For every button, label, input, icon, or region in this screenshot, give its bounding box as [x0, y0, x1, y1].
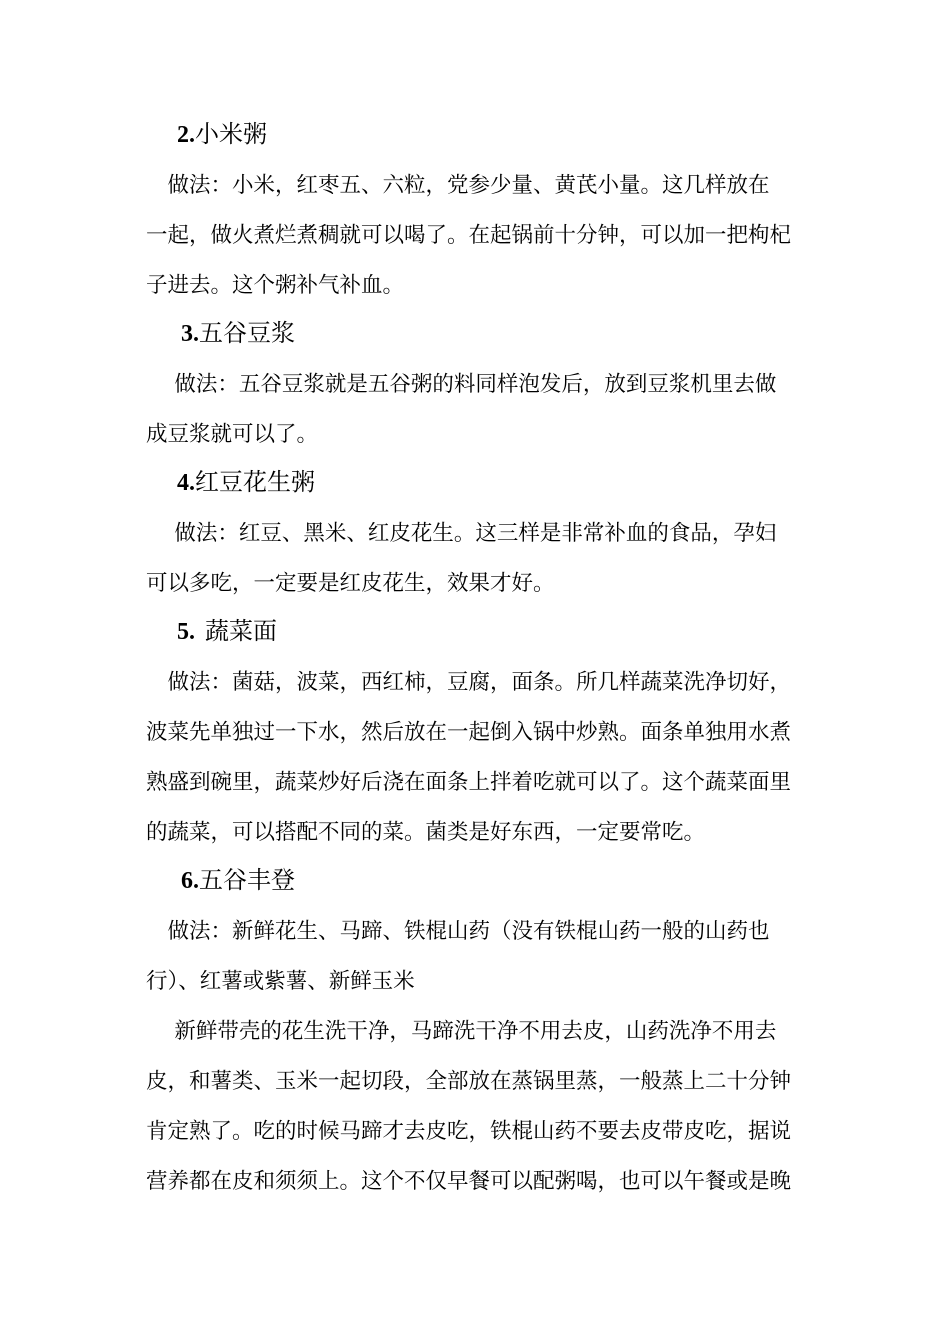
section-heading — [177, 613, 277, 650]
section-paragraph — [146, 1007, 810, 1207]
text-line: 子进去。这个粥补气补血。 — [146, 273, 405, 298]
section-title: 五谷豆浆 — [199, 319, 295, 347]
section-paragraph — [146, 509, 810, 609]
section-number: 5. — [177, 619, 195, 645]
text-line: 做法：五谷豆浆就是五谷粥的料同样泡发后，放到豆浆机里去做 — [146, 372, 777, 397]
text-line: 的蔬菜，可以搭配不同的菜。菌类是好东西，一定要常吃。 — [146, 820, 706, 845]
text-line: 做法：红豆、黑米、红皮花生。这三样是非常补血的食品，孕妇 — [146, 521, 777, 546]
text-line: 行）、红薯或紫薯、新鲜玉米 — [146, 969, 415, 994]
section-title: 五谷丰登 — [199, 866, 295, 894]
section-paragraph — [146, 658, 810, 858]
section-paragraph — [146, 161, 810, 311]
section-heading — [181, 315, 295, 352]
text-line: 皮，和薯类、玉米一起切段，全部放在蒸锅里蒸，一般蒸上二十分钟 — [146, 1069, 792, 1094]
text-line: 可以多吃，一定要是红皮花生，效果才好。 — [146, 571, 555, 596]
section-number: 4. — [177, 470, 195, 496]
section-paragraph — [146, 907, 810, 1007]
text-line: 熟盛到碗里，蔬菜炒好后浇在面条上拌着吃就可以了。这个蔬菜面里 — [146, 770, 792, 795]
text-line: 成豆浆就可以了。 — [146, 422, 319, 447]
section-title: 蔬菜面 — [205, 617, 277, 645]
section-number: 2. — [177, 122, 195, 148]
section-heading — [177, 116, 267, 153]
text-line: 新鲜带壳的花生洗干净，马蹄洗干净不用去皮，山药洗净不用去 — [146, 1019, 777, 1044]
text-line: 肯定熟了。吃的时候马蹄才去皮吃，铁棍山药不要去皮带皮吃，据说 — [146, 1119, 792, 1144]
text-line: 做法：新鲜花生、马蹄、铁棍山药（没有铁棍山药一般的山药也 — [146, 919, 770, 944]
section-number: 6. — [181, 868, 199, 894]
section-number: 3. — [181, 321, 199, 347]
text-line: 做法：菌菇，波菜，西红柿，豆腐，面条。所几样蔬菜洗净切好， — [146, 670, 792, 695]
text-line: 一起，做火煮烂煮稠就可以喝了。在起锅前十分钟，可以加一把枸杞 — [146, 223, 792, 248]
section-heading — [181, 862, 295, 899]
section-heading — [177, 464, 315, 501]
text-line: 做法：小米，红枣五、六粒，党参少量、黄芪小量。这几样放在 — [146, 173, 770, 198]
text-line: 营养都在皮和须须上。这个不仅早餐可以配粥喝，也可以午餐或是晚 — [146, 1169, 792, 1194]
section-title: 红豆花生粥 — [195, 468, 315, 496]
section-paragraph — [146, 360, 810, 460]
text-line: 波菜先单独过一下水，然后放在一起倒入锅中炒熟。面条单独用水煮 — [146, 720, 792, 745]
section-title: 小米粥 — [195, 120, 267, 148]
